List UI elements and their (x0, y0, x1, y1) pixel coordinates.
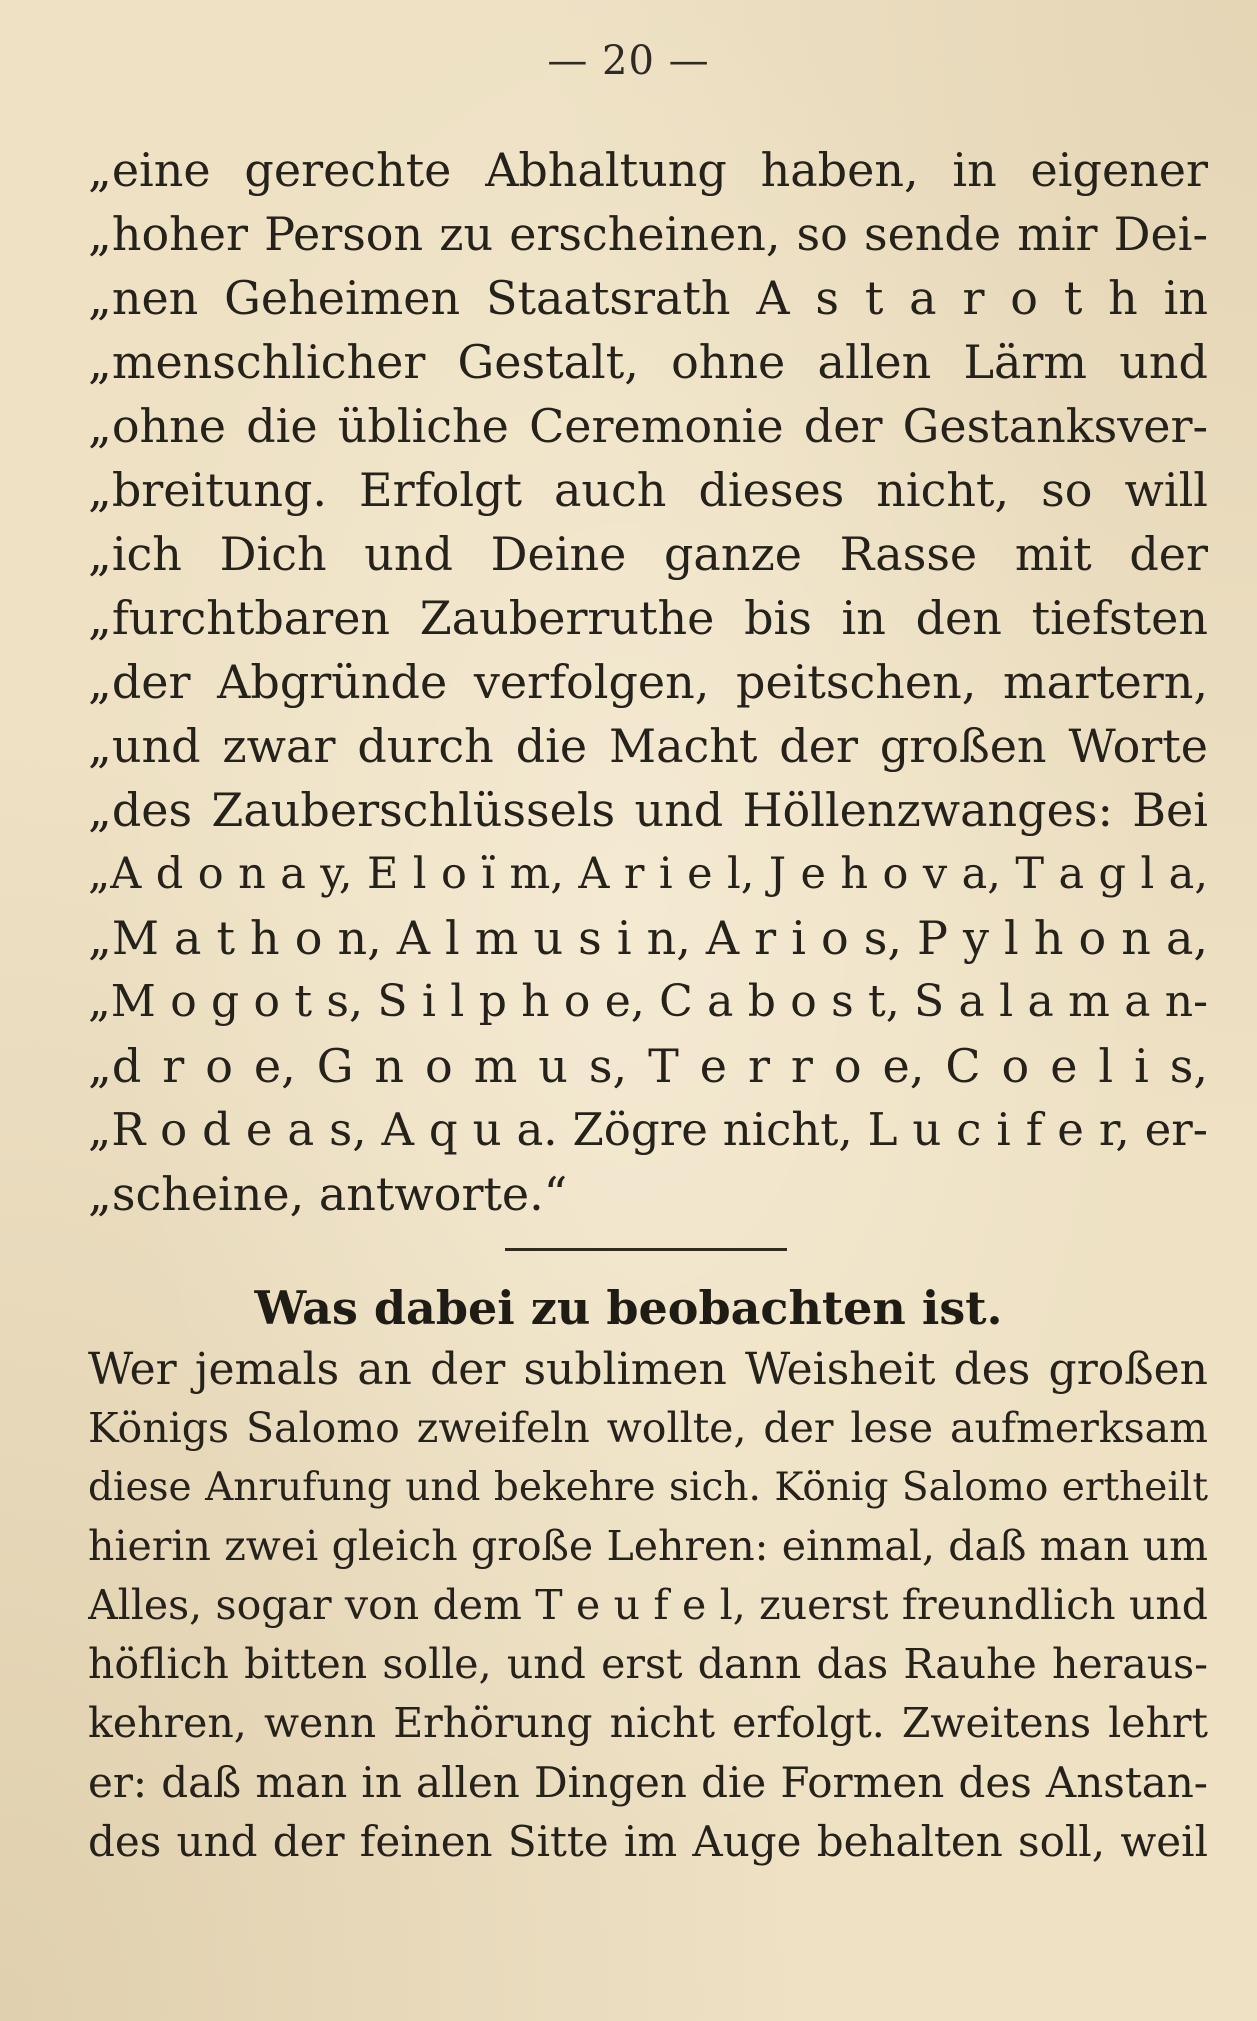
quote-line: „hoher Person zu erscheinen, so sende mir Dei- (88, 207, 1208, 261)
body-line: Alles, sogar von dem T e u f e l, zuerst freundlich und (88, 1581, 1208, 1629)
body-line: diese Anrufung und bekehre sich. König Salomo ertheilt (88, 1465, 1208, 1510)
quote-line: „des Zauberschlüssels und Höllenzwanges: Bei (88, 783, 1208, 837)
invocation-quote (88, 138, 1208, 1226)
body-line: kehren, wenn Erhörung nicht erfolgt. Zweitens lehrt (88, 1699, 1208, 1747)
body-line: höflich bitten solle, und erst dann das Rauhe heraus- (88, 1640, 1208, 1688)
section-body (88, 1340, 1208, 1871)
quote-line: „R o d e a s, A q u a. Zögre nicht, L u c i f e r, er- (88, 1103, 1208, 1156)
body-line: er: daß man in allen Dingen die Formen des Anstan- (88, 1758, 1208, 1807)
section-divider (505, 1248, 787, 1251)
quote-line: „scheine, antworte.“ (88, 1167, 568, 1221)
quote-line: „M a t h o n, A l m u s i n, A r i o s, P y l h o n a, (88, 911, 1208, 965)
quote-line: „breitung. Erfolgt auch dieses nicht, so will (88, 463, 1208, 517)
quote-line: „nen Geheimen Staatsrath A s t a r o t h in (88, 271, 1208, 325)
body-line: hierin zwei gleich große Lehren: einmal, daß man um (88, 1522, 1208, 1570)
quote-line: „M o g o t s, S i l p h o e, C a b o s t, S a l a m a n- (88, 976, 1208, 1027)
quote-line: „d r o e, G n o m u s, T e r r o e, C o e l i s, (88, 1039, 1208, 1093)
body-line: des und der feinen Sitte im Auge behalten soll, weil (88, 1817, 1208, 1866)
quote-line: „ohne die übliche Ceremonie der Gestanksver- (88, 399, 1208, 453)
quote-line: „menschlicher Gestalt, ohne allen Lärm und (88, 335, 1208, 389)
quote-line: „und zwar durch die Macht der großen Worte (88, 719, 1208, 773)
quote-line: „eine gerechte Abhaltung haben, in eigener (88, 143, 1208, 197)
quote-line: „furchtbaren Zauberruthe bis in den tiefsten (88, 591, 1208, 645)
page-number-header: — 20 — (547, 38, 710, 84)
body-line: Wer jemals an der sublimen Weisheit des großen (88, 1344, 1208, 1395)
quote-line: „ich Dich und Deine ganze Rasse mit der (88, 527, 1208, 581)
quote-line: „der Abgründe verfolgen, peitschen, martern, (88, 655, 1208, 709)
section-heading: Was dabei zu beobachten ist. (254, 1281, 1003, 1335)
body-line: Königs Salomo zweifeln wollte, der lese aufmerksam (88, 1404, 1208, 1452)
quote-line: „A d o n a y, E l o ï m, A r i e l, J e h o v a, T a g l a, (88, 849, 1208, 899)
